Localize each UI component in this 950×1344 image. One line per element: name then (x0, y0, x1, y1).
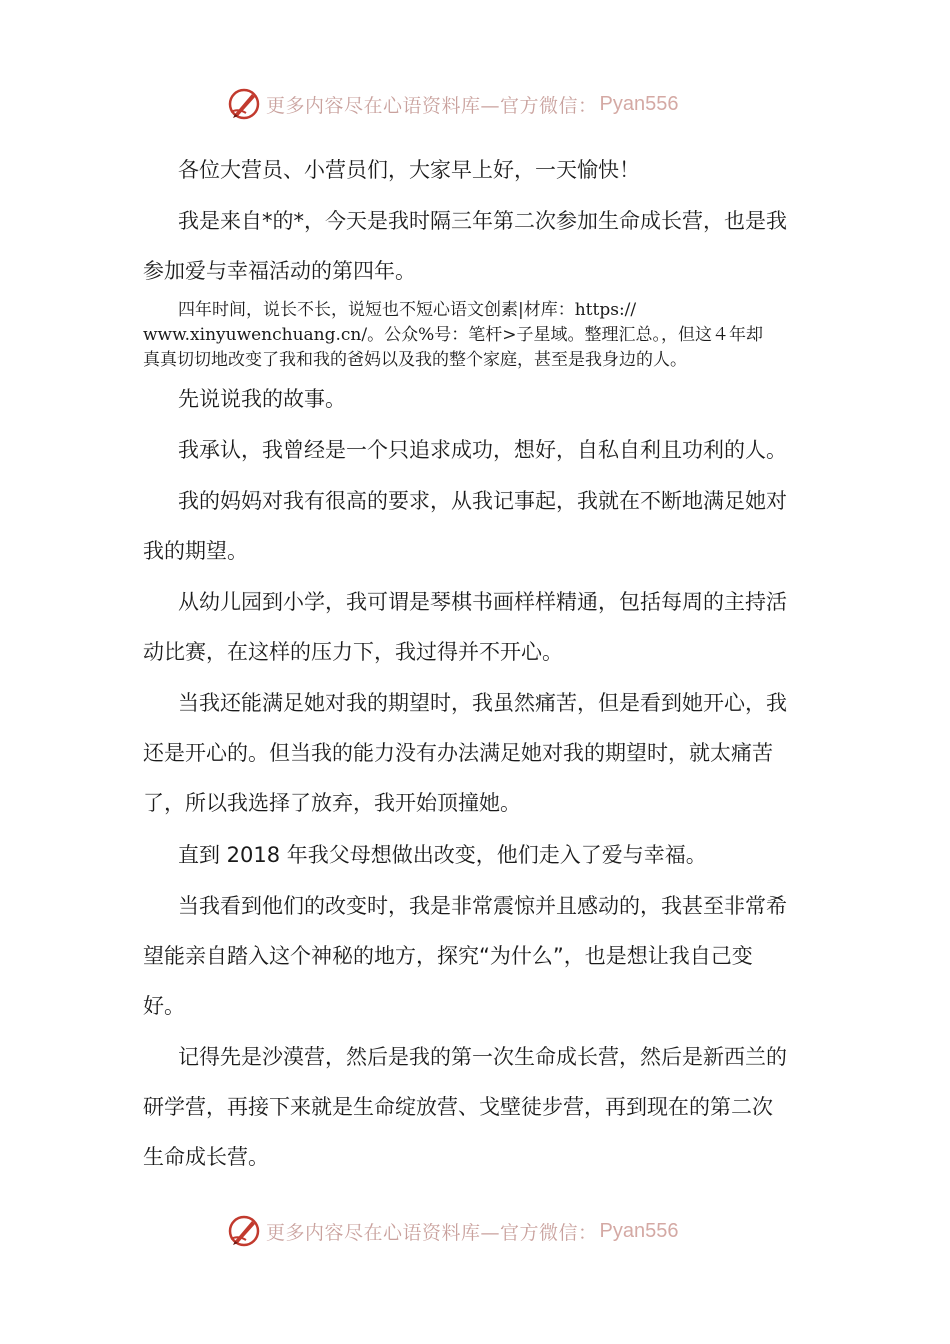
wechat-id: Pyan556 (599, 92, 679, 115)
paragraph: 当我还能满足她对我的期望时，我虽然痛苦，但是看到她开心，我 还是开心的。但当我的能力没有办法满足她对我的期望时，就太痛苦 了，所以我选择了放弃，我开始顶撞她。 (143, 691, 787, 815)
paragraph: 先说说我的故事。 (178, 387, 346, 411)
pen-logo-icon (226, 86, 262, 122)
wechat-id: Pyan556 (599, 1219, 679, 1242)
paragraph: 我是来自*的*，今天是我时隔三年第二次参加生命成长营，也是我 参加爱与幸福活动的第四年。 (143, 209, 787, 283)
paragraph: 当我看到他们的改变时，我是非常震惊并且感动的，我甚至非常希 望能亲自踏入这个神秘的地方，探究“为什么”，也是想让我自己变 好。 (143, 894, 787, 1018)
banner-text: 更多内容尽在心语资料库—官方微信： (266, 1221, 598, 1244)
paragraph: 我的妈妈对我有很高的要求，从我记事起，我就在不断地满足她对 我的期望。 (143, 489, 787, 563)
paragraph: 各位大营员、小营员们，大家早上好，一天愉快！ (178, 158, 640, 182)
paragraph: 直到 2018 年我父母想做出改变，他们走入了爱与幸福。 (178, 843, 707, 867)
pen-logo-icon (226, 1213, 262, 1249)
banner-text: 更多内容尽在心语资料库—官方微信： (266, 94, 598, 117)
paragraph: 记得先是沙漠营，然后是我的第一次生命成长营，然后是新西兰的 研学营，再接下来就是生命绽放营、戈壁徒步营，再到现在的第二次 生命成长营。 (143, 1045, 787, 1169)
paragraph: 从幼儿园到小学，我可谓是琴棋书画样样精通，包括每周的主持活 动比赛，在这样的压力下，我过得并不开心。 (143, 590, 787, 664)
footer-banner (226, 1211, 726, 1251)
paragraph: 我承认，我曾经是一个只追求成功，想好，自私自利且功利的人。 (178, 438, 787, 462)
paragraph-serif: 四年时间，说长不长，说短也不短心语文创素|材库：https:// www.xinyuwenchuang.cn/。公众%号：笔杆>子星域。整理汇总。，但这４年却 真真切切地改变了我和我的爸妈以及我的整个家庭，甚至是我身边的人。 (143, 300, 764, 370)
header-banner (226, 84, 726, 124)
